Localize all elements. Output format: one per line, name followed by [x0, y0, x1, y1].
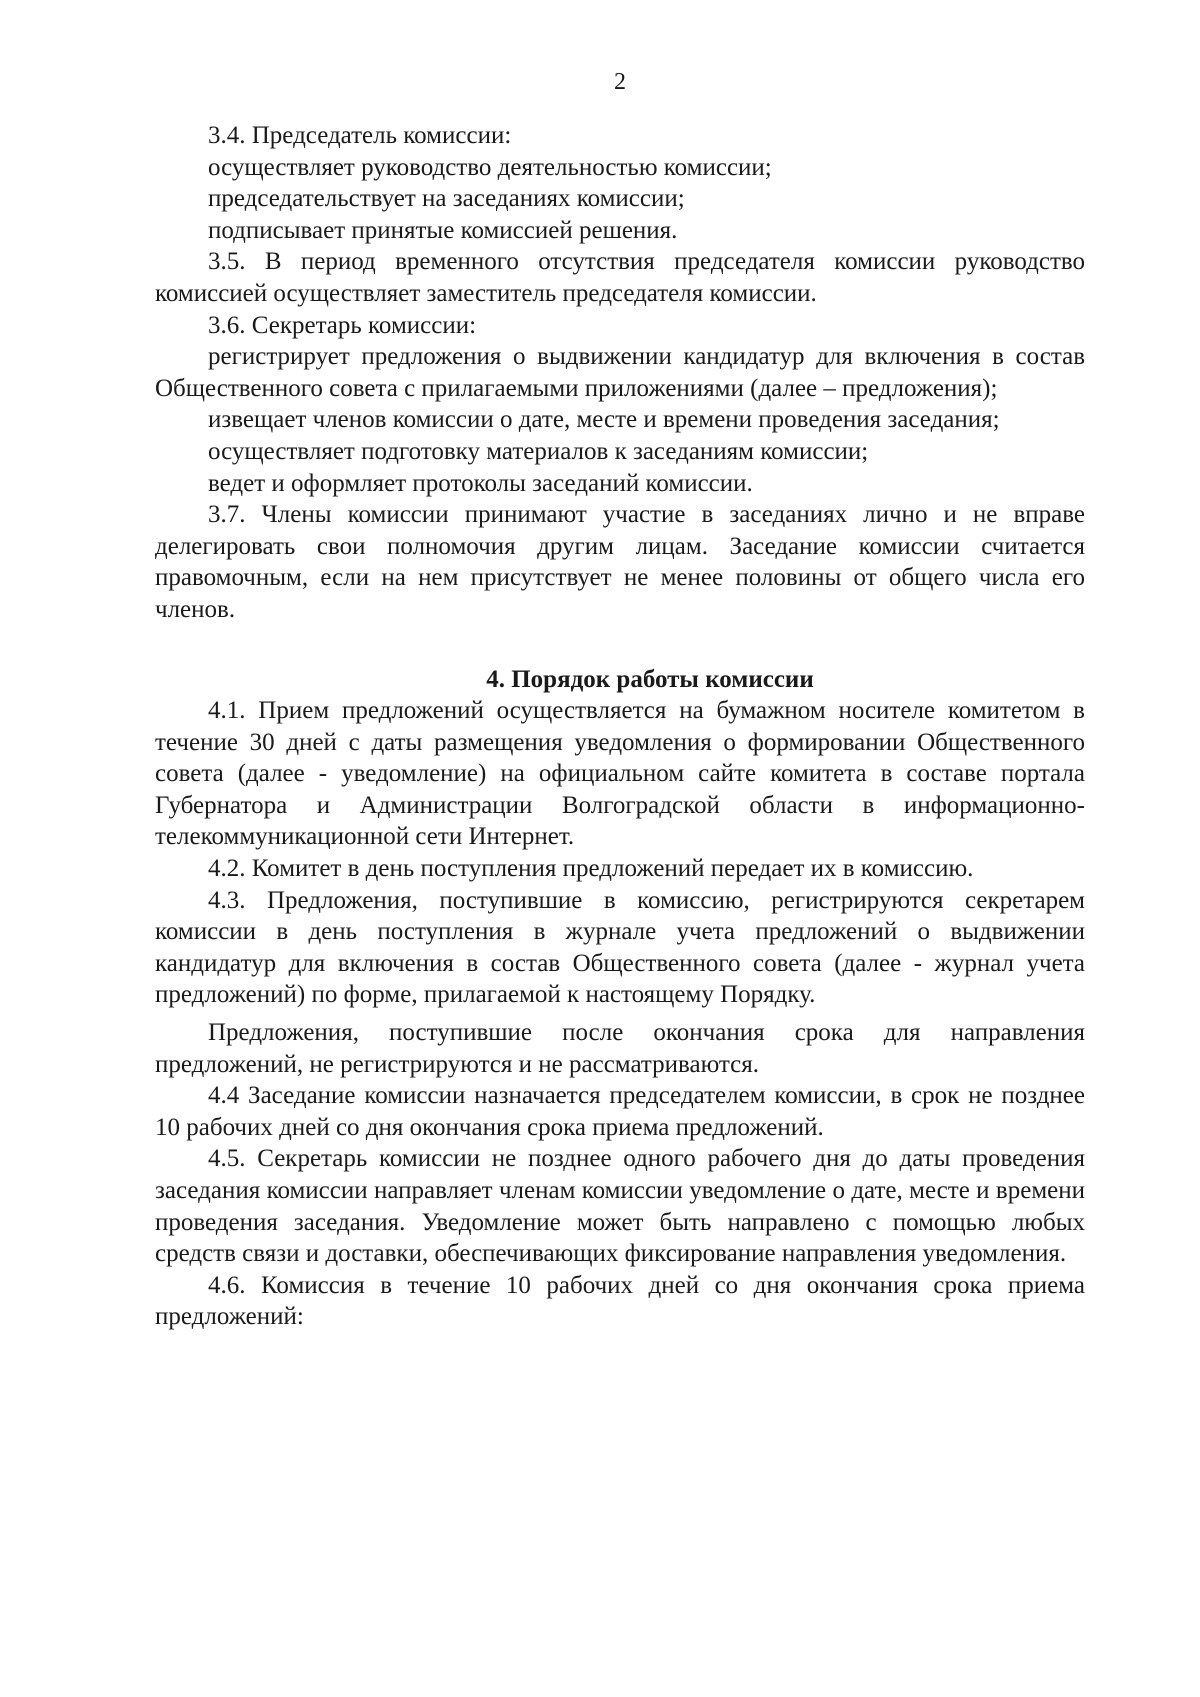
paragraph-4-2: 4.2. Комитет в день поступления предложений передает их в комиссию. — [208, 855, 974, 883]
section-heading: 4. Порядок работы комиссии — [486, 665, 814, 693]
paragraph-3-7: 3.7. Члены комиссии принимают участие в заседаниях лично и не вправе делегировать свои полномочия другим лицам. Заседание комиссии считается правомочным, если на нем присутствует не менее половины от общего числа его членов. — [155, 501, 1085, 623]
paragraph-3-5: 3.5. В период временного отсутствия председателя комиссии руководство комиссией осуществляет заместитель председателя комиссии. — [155, 248, 1085, 307]
paragraph-4-5: 4.5. Секретарь комиссии не позднее одного рабочего дня до даты проведения заседания комиссии направляет членам комиссии уведомление о дате, месте и времени проведения заседания. Уведомление может быть направлено с помощью любых средств связи и доставки, обеспечивающих фиксирование направления уведомления. — [155, 1145, 1085, 1268]
paragraph-4-3: 4.3. Предложения, поступившие в комиссию, регистрируются секретарем комиссии в день поступления в журнале учета предложений о выдвижении кандидатур для включения в состав Общественного совета (далее - журнал учета предложений) по форме, прилагаемой к настоящему Порядку. — [155, 886, 1085, 1009]
paragraph-secretary-duty-4: ведет и оформляет протоколы заседаний комиссии. — [208, 469, 753, 497]
document-body — [155, 120, 1085, 1333]
paragraph-chair-duty-2: председательствует на заседаниях комиссии; — [208, 185, 685, 213]
paragraph-secretary-duty-2: извещает членов комиссии о дате, месте и времени проведения заседания; — [208, 406, 1000, 434]
page-number: 2 — [614, 69, 626, 95]
paragraph-secretary-duty-3: осуществляет подготовку материалов к заседаниям комиссии; — [208, 437, 869, 465]
paragraph-3-6: 3.6. Секретарь комиссии: — [208, 311, 477, 339]
paragraph-4-4: 4.4 Заседание комиссии назначается председателем комиссии, в срок не позднее 10 рабочих дней со дня окончания срока приема предложений. — [155, 1082, 1085, 1141]
paragraph-secretary-duty-1: регистрирует предложения о выдвижении кандидатур для включения в состав Общественного совета с прилагаемыми приложениями (далее – предложения); — [155, 343, 1085, 402]
paragraph-chair-duty-3: подписывает принятые комиссией решения. — [208, 216, 678, 244]
paragraph-late-proposals: Предложения, поступившие после окончания срока для направления предложений, не регистрируются и не рассматриваются. — [155, 1019, 1085, 1078]
paragraph-4-6: 4.6. Комиссия в течение 10 рабочих дней со дня окончания срока приема предложений: — [155, 1271, 1085, 1331]
paragraph-3-4: 3.4. Председатель комиссии: — [208, 122, 512, 149]
paragraph-4-1: 4.1. Прием предложений осуществляется на бумажном носителе комитетом в течение 30 дней с даты размещения уведомления о формировании Общественного совета (далее - уведомление) на официальном сайте комитета в составе портала Губернатора и Администрации Волгоградской области в информационно-телекоммуникационной сети Интернет. — [155, 697, 1085, 851]
paragraph-chair-duty-1: осуществляет руководство деятельностью комиссии; — [208, 153, 772, 181]
